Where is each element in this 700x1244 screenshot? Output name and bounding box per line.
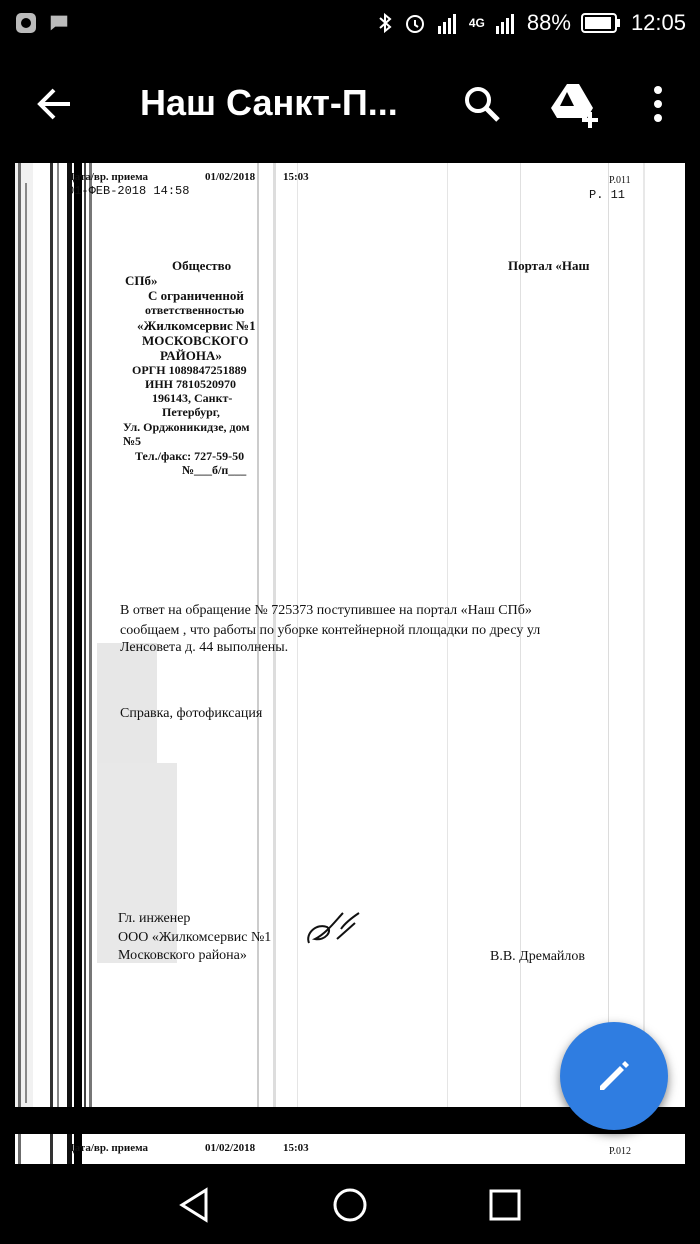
system-nav-bar xyxy=(0,1164,700,1244)
org-line: ответственностью xyxy=(145,303,245,317)
signature-line: Гл. инженер xyxy=(118,911,191,926)
signer-name: В.В. Дремайлов xyxy=(490,949,586,964)
edit-fab-button[interactable] xyxy=(560,1022,668,1130)
page-title: Наш Санкт-П... xyxy=(140,82,398,123)
chat-notification-icon xyxy=(48,12,70,34)
body-line: В ответ на обращение № 725373 поступившее на портал «Наш СПб» xyxy=(120,603,532,618)
search-icon[interactable] xyxy=(458,80,506,128)
org-line: «Жилкомсервис №1 xyxy=(137,318,256,333)
more-vert-icon[interactable] xyxy=(638,80,678,128)
org-line: ИНН 7810520970 xyxy=(145,377,237,391)
fax-header-label: Дата/вр. приема xyxy=(67,1142,149,1154)
signature-line: ООО «Жилкомсервис №1 xyxy=(118,930,272,945)
battery-percent: 88% xyxy=(526,10,571,35)
drive-add-icon[interactable] xyxy=(548,78,602,130)
document-page-2[interactable] xyxy=(15,1134,685,1164)
org-line: МОСКОВСКОГО xyxy=(142,333,249,348)
signature-line: Московского района» xyxy=(118,948,247,963)
body-line: сообщаем , что работы по уборке контейнерной площадки по дресу ул xyxy=(120,623,541,638)
org-line: Ул. Орджоникидзе, дом xyxy=(123,420,250,434)
fax-page-right-small: P. 11 xyxy=(589,188,626,202)
signal-icon-2 xyxy=(495,12,517,34)
fax-header-label: Дата/вр. приема xyxy=(67,171,149,183)
battery-icon xyxy=(581,12,621,34)
recipient: Портал «Наш xyxy=(508,258,590,273)
app-bar xyxy=(0,46,700,158)
org-line: СПб» xyxy=(125,273,158,288)
org-line: №___б/п___ xyxy=(182,463,247,477)
org-line: Петербург, xyxy=(162,405,220,419)
org-line: Тел./факс: 727-59-50 xyxy=(135,449,245,463)
notification-app-icon xyxy=(14,11,38,35)
body-line: Ленсовета д. 44 выполнены. xyxy=(120,640,289,655)
fax-page-right: P.011 xyxy=(609,175,631,186)
org-line: ОРГН 1089847251889 xyxy=(132,363,247,377)
status-bar xyxy=(0,0,700,46)
org-line: 196143, Санкт- xyxy=(152,391,233,405)
alarm-icon xyxy=(403,11,427,35)
edit-icon xyxy=(594,1056,634,1096)
fax-page-right: P.012 xyxy=(609,1146,631,1157)
org-line: РАЙОНА» xyxy=(160,348,222,363)
fax-header-time: 15:03 xyxy=(283,1142,309,1154)
nav-recents-icon[interactable] xyxy=(482,1182,528,1228)
fax-header-date: 01/02/2018 xyxy=(205,171,256,183)
nav-back-icon[interactable] xyxy=(172,1182,218,1228)
fax-header-time: 15:03 xyxy=(283,171,309,183)
org-line: С ограниченной xyxy=(148,288,244,303)
bluetooth-icon xyxy=(377,11,393,35)
org-line: Общество xyxy=(172,258,232,273)
fax-stamp-line: 01-ФЕВ-2018 14:58 xyxy=(67,184,190,198)
nav-home-icon[interactable] xyxy=(327,1182,373,1228)
signal-icon xyxy=(437,12,459,34)
org-line: №5 xyxy=(123,434,142,448)
signature-scribble xyxy=(303,909,363,949)
clock: 12:05 xyxy=(630,10,686,35)
fax-header-date: 01/02/2018 xyxy=(205,1142,256,1154)
network-type: 4G xyxy=(468,16,485,30)
back-arrow-icon[interactable] xyxy=(30,80,78,128)
document-page-1[interactable] xyxy=(15,163,685,1107)
attachments: Справка, фотофиксация xyxy=(120,706,263,721)
